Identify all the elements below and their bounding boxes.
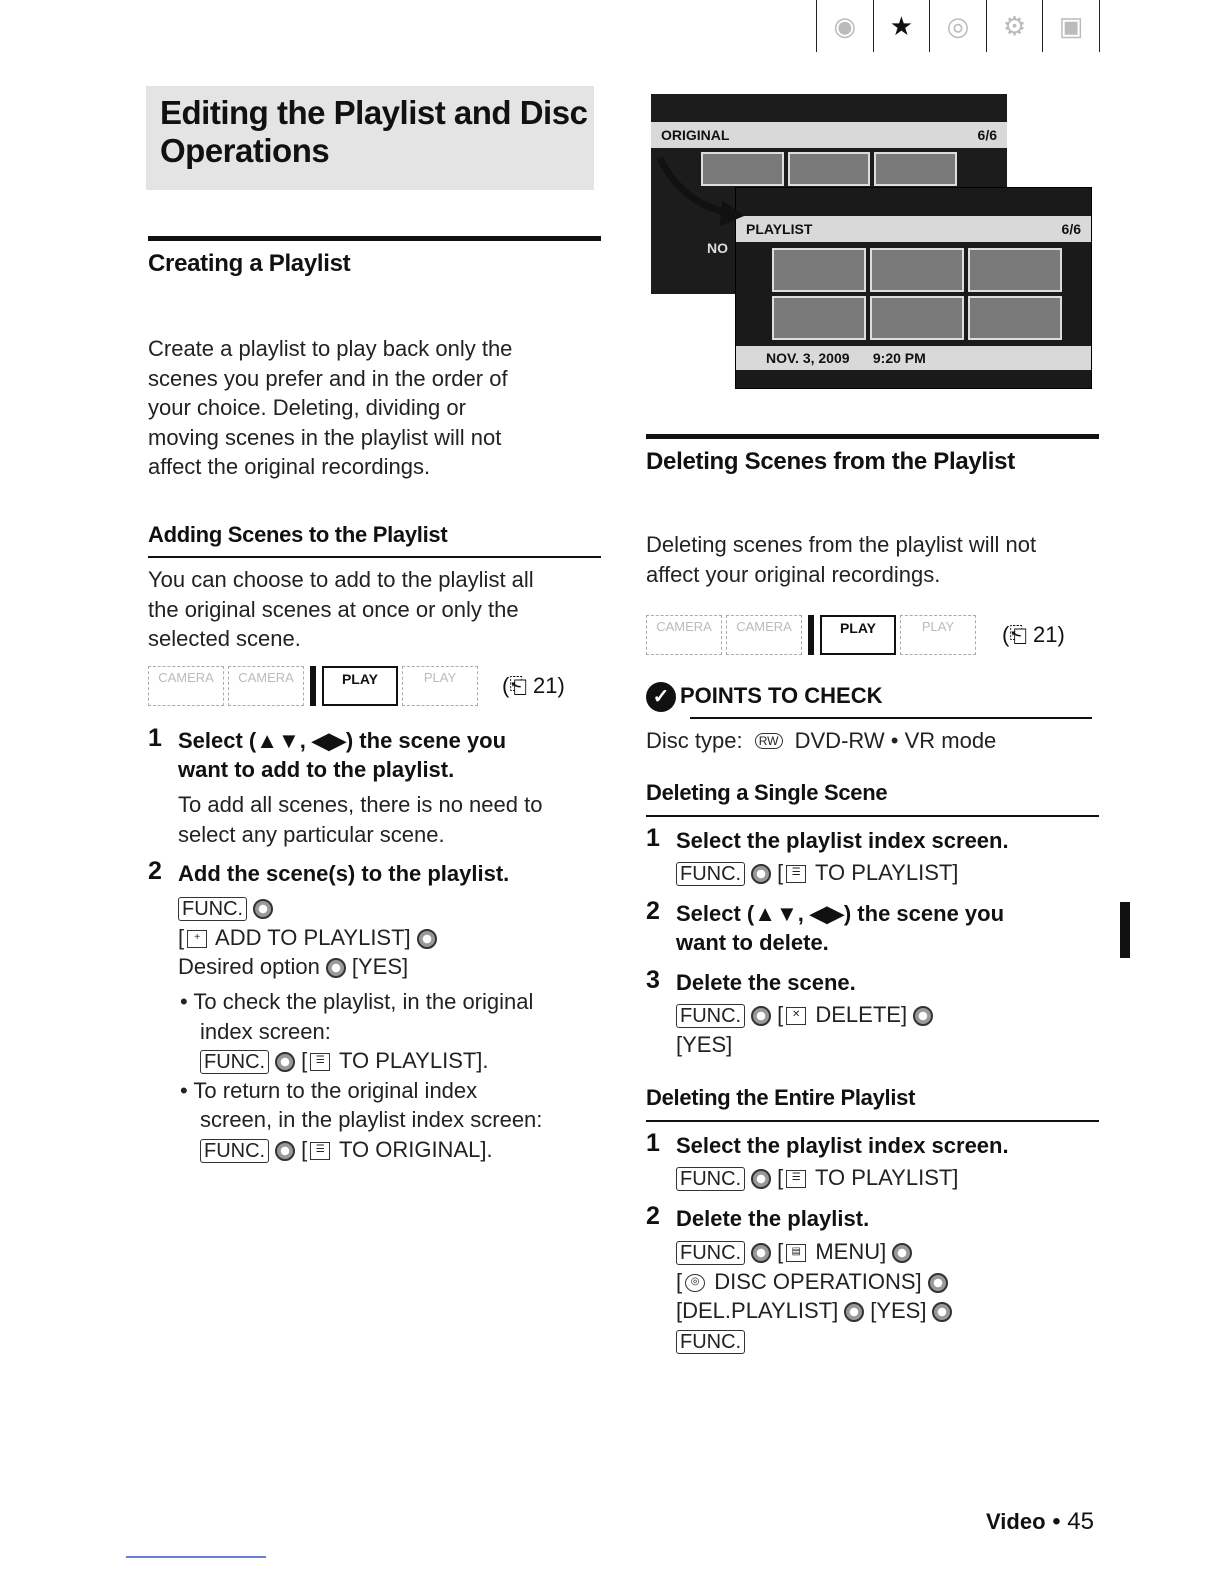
func-key: FUNC. [178, 897, 247, 921]
screen-time: 9:20 PM [872, 350, 926, 366]
original-icon: ☰ [310, 1142, 330, 1160]
step-title: Select the playlist index screen. [676, 828, 1009, 853]
thumbnail [772, 248, 866, 292]
menu-option: [DEL.PLAYLIST] [676, 1298, 839, 1323]
disc-type-value: DVD-RW • VR mode [794, 728, 997, 753]
func-key: FUNC. [676, 1167, 745, 1191]
text-line: index screen: [200, 1018, 331, 1044]
thumbnail-grid [736, 242, 1091, 346]
playlist-icon: ☰ [786, 865, 806, 883]
step-instructions [178, 893, 443, 982]
func-key: FUNC. [200, 1139, 269, 1163]
mode-divider [808, 615, 814, 655]
step-title [178, 726, 506, 784]
instr-line [178, 952, 443, 982]
func-key: FUNC. [676, 862, 745, 886]
instr-line: FUNC. [ ✕ DELETE] [676, 1000, 939, 1030]
text-line: want to add to the playlist. [178, 757, 455, 782]
bullet-item: • To check the playlist, in the original [180, 989, 534, 1014]
disc-icon: ◎ [685, 1274, 705, 1292]
step-title: Add the scene(s) to the playlist. [178, 861, 510, 886]
step-title [676, 899, 1004, 957]
menu-option: [YES] [351, 954, 409, 979]
step-title: Select the playlist index screen. [676, 1133, 1009, 1158]
section-rule [690, 717, 1092, 719]
step-title: Delete the scene. [676, 970, 856, 995]
instr-line: [ + ADD TO PLAYLIST] [178, 923, 443, 953]
func-key: FUNC. [676, 1004, 745, 1028]
text-line: Deleting scenes from the playlist will not [646, 532, 1037, 557]
heading-entire-playlist: Deleting the Entire Playlist [646, 1085, 916, 1110]
section-rule [148, 556, 601, 558]
menu-option: TO ORIGINAL]. [338, 1136, 493, 1162]
creating-description [148, 334, 512, 482]
menu-option: TO PLAYLIST] [814, 1165, 959, 1190]
arrow-icon [932, 1302, 952, 1322]
menu-option: [YES] [676, 1031, 733, 1057]
step-title: Delete the playlist. [676, 1206, 870, 1231]
mode-play-video: PLAY [820, 615, 896, 655]
step-detail [178, 790, 542, 849]
heading-adding-scenes: Adding Scenes to the Playlist [148, 522, 448, 547]
bullet-item: • To return to the original index [180, 1077, 478, 1103]
instr-line: FUNC. [ ☰ TO PLAYLIST] [676, 1163, 958, 1193]
arrow-graphic [652, 150, 752, 230]
instr-line: FUNC. [ ▤ MENU] [676, 1237, 958, 1267]
arrow-icon [417, 929, 437, 949]
mode-camera-video: CAMERA [148, 666, 224, 706]
arrow-icon [892, 1243, 912, 1263]
thumbnail [772, 296, 866, 340]
mode-play-photo: PLAY [900, 615, 976, 655]
text-line: moving scenes in the playlist will not [148, 424, 502, 450]
instr-line: FUNC. [ ☰ TO PLAYLIST] [676, 858, 958, 888]
mode-camera-video: CAMERA [646, 615, 722, 655]
text-line: selected scene. [148, 626, 301, 651]
check-label: POINTS TO CHECK [680, 682, 883, 708]
playlist-index-screen [735, 187, 1092, 389]
screen-label: PLAYLIST [746, 221, 813, 237]
arrow-icon [913, 1006, 933, 1026]
func-key: FUNC. [676, 1330, 745, 1354]
mode-indicator [148, 666, 565, 706]
page-reference: (⎗ 21) [502, 673, 565, 698]
checkmark-icon: ✓ [646, 682, 676, 712]
adding-description [148, 565, 534, 654]
screen-header [736, 216, 1091, 242]
arrow-icon [928, 1273, 948, 1293]
pc-icon: ▣ [1042, 0, 1100, 52]
menu-icon: ▤ [786, 1244, 806, 1262]
disc-icon: ◎ [929, 0, 986, 52]
text-line: Select (▲▼, ◀▶) the scene you [676, 901, 1005, 926]
screen-date: NOV. 3, 2009 [766, 350, 850, 366]
step-number: 2 [148, 857, 162, 885]
text-line: Create a playlist to play back only the [148, 336, 513, 361]
text-line: the original scenes at once or only the [148, 596, 519, 622]
instr-line [178, 893, 443, 923]
trash-icon: ✕ [786, 1007, 806, 1025]
section-tabs [816, 0, 1100, 52]
text-line: To return to the original index [193, 1077, 478, 1103]
points-to-check [646, 682, 883, 712]
text-line: select any particular scene. [178, 821, 445, 847]
page-number: 45 [1067, 1508, 1094, 1535]
mode-play-photo: PLAY [402, 666, 478, 706]
menu-option: TO PLAYLIST]. [338, 1048, 489, 1073]
arrow-icon [275, 1141, 295, 1161]
arrow-icon [275, 1052, 295, 1072]
text-line: affect your original recordings. [646, 561, 941, 587]
settings-icon: ⚙ [986, 0, 1043, 52]
func-key: FUNC. [676, 1241, 745, 1265]
disc-type-label: Disc type: [646, 728, 743, 753]
footer-line [126, 1556, 266, 1558]
playback-icon: ★ [873, 0, 930, 52]
menu-option: DELETE] [815, 1002, 908, 1027]
mode-indicator [646, 615, 1065, 655]
text-line: You can choose to add to the playlist all [148, 567, 534, 592]
arrow-icon [844, 1302, 864, 1322]
heading-single-scene: Deleting a Single Scene [646, 780, 888, 805]
text-line: To add all scenes, there is no need to [178, 792, 543, 817]
thumbnail [870, 296, 964, 340]
arrow-icon [751, 1006, 771, 1026]
menu-option: TO PLAYLIST] [814, 860, 959, 885]
dvd-rw-icon: RW [755, 733, 783, 749]
screen-count: 6/6 [977, 127, 997, 143]
section-rule [646, 815, 1099, 817]
text-line: Select (▲▼, ◀▶) the scene you [178, 728, 507, 753]
instr-line: FUNC. [ ☰ TO PLAYLIST]. [180, 1046, 542, 1076]
screen-no: NO [707, 240, 728, 256]
section-rule [646, 1120, 1099, 1122]
footer-section: Video [986, 1509, 1046, 1534]
arrow-icon [751, 1243, 771, 1263]
thumbnail [788, 152, 871, 186]
thumbnail [968, 248, 1062, 292]
instr-line: [ ◎ DISC OPERATIONS] [676, 1267, 958, 1297]
step-instructions [676, 1237, 958, 1355]
thumbnail [968, 296, 1062, 340]
text-line: screen, in the playlist index screen: [200, 1107, 543, 1132]
mode-play-video: PLAY [322, 666, 398, 706]
text-line: your choice. Deleting, dividing or [148, 395, 466, 420]
page-title [160, 94, 587, 170]
page-footer [986, 1508, 1094, 1536]
menu-option: Desired option [178, 954, 320, 979]
instr-line [676, 1296, 958, 1326]
section-rule [646, 434, 1099, 439]
thumbnail [870, 248, 964, 292]
step-number: 1 [148, 724, 162, 752]
bullet-list [180, 987, 542, 1164]
instr-line: FUNC. [ ☰ TO ORIGINAL]. [180, 1135, 542, 1165]
mode-camera-photo: CAMERA [228, 666, 304, 706]
text-line: want to delete. [676, 930, 829, 955]
mode-divider [310, 666, 316, 706]
thumbnail [874, 152, 957, 186]
section-rule [148, 236, 601, 241]
arrow-icon [326, 958, 346, 978]
menu-option: [YES] [870, 1298, 927, 1323]
page-reference: (⎗ 21) [1002, 622, 1065, 647]
title-line-1: Editing the Playlist and Disc [160, 94, 588, 131]
menu-option: DISC OPERATIONS] [714, 1268, 922, 1294]
playlist-icon: ☰ [786, 1170, 806, 1188]
arrow-icon [751, 1169, 771, 1189]
menu-option: ADD TO PLAYLIST] [215, 924, 411, 950]
camcorder-icon: ◉ [816, 0, 873, 52]
screen-footer [736, 346, 1091, 370]
text-line: scenes you prefer and in the order of [148, 365, 508, 391]
menu-option: MENU] [815, 1239, 887, 1264]
footer-bullet: • [1052, 1508, 1061, 1535]
title-line-2: Operations [160, 132, 330, 169]
disc-type [646, 726, 996, 757]
arrow-icon [253, 899, 273, 919]
heading-creating-playlist: Creating a Playlist [148, 250, 351, 277]
chapter-marker [1120, 902, 1130, 958]
step-instructions [676, 1000, 939, 1059]
screen-header [651, 122, 1007, 148]
arrow-icon [751, 864, 771, 884]
text-line: To check the playlist, in the original [193, 989, 534, 1014]
deleting-description [646, 530, 1036, 589]
func-key: FUNC. [200, 1050, 269, 1074]
screen-count: 6/6 [1061, 221, 1081, 237]
instr-line [676, 1326, 958, 1356]
add-playlist-icon: + [187, 930, 207, 948]
text-line: affect the original recordings. [148, 454, 431, 479]
screen-label: ORIGINAL [661, 127, 730, 143]
playlist-icon: ☰ [310, 1053, 330, 1071]
mode-camera-photo: CAMERA [726, 615, 802, 655]
heading-deleting-scenes: Deleting Scenes from the Playlist [646, 448, 1015, 475]
